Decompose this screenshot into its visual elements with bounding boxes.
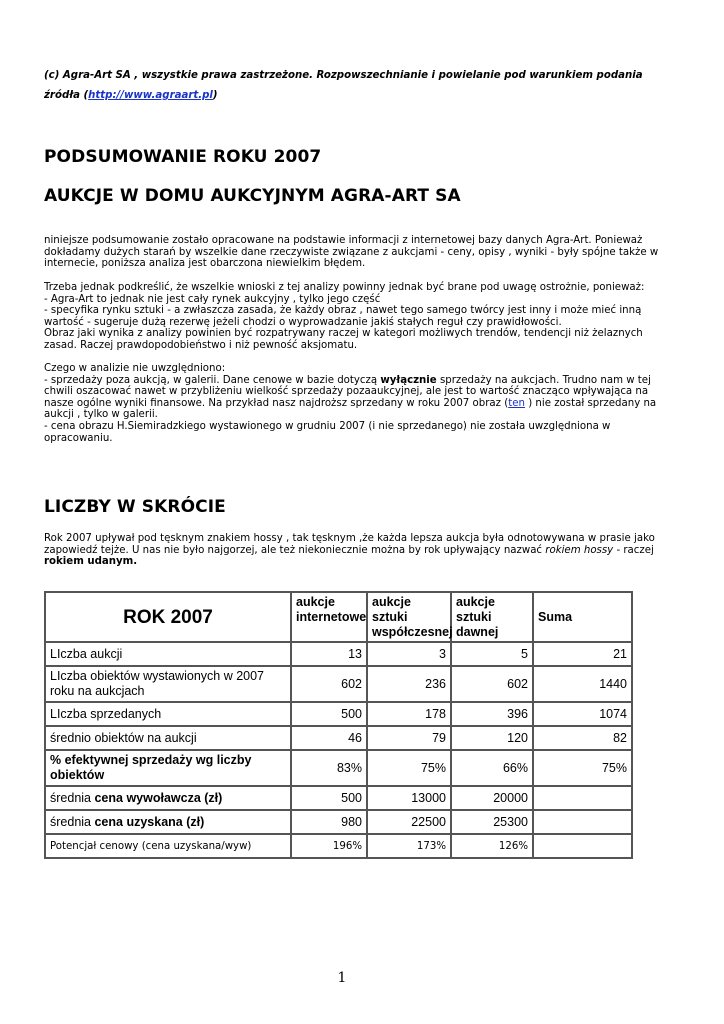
row-label: LIczba aukcji [45,642,291,666]
stats-table [44,591,633,859]
hossa-paragraph [44,533,684,568]
excluded-line-3: chwili oszacować nawet w przybliżeniu wielkość sprzedaży pozaaukcyjnej, ale jest to wartość znacząco wpływająca na [44,386,649,398]
col-old-header: aukcje sztuki dawnej [451,592,533,642]
excluded-line-7: opracowaniu. [44,432,113,444]
cell-old: 25300 [451,810,533,834]
cell-contemporary: 3 [367,642,451,666]
table-row [45,702,632,726]
exclusively-bold: wyłącznie [380,374,437,386]
excluded-line-5: aukcji , tylko w galerii. [44,409,158,421]
page-number: 1 [337,970,347,986]
intro-line-1: niniejsze podsumowanie zostało opracowane na podstawie informacji z internetowej bazy danych Agra-Art. Ponieważ [44,235,643,246]
cell-old: 66% [451,750,533,786]
table-row [45,810,632,834]
table-row [45,642,632,666]
cell-sum: 1440 [533,666,632,702]
cell-contemporary: 236 [367,666,451,702]
cell-contemporary: 173% [367,834,451,858]
cell-internet: 196% [291,834,367,858]
row-label: LIczba obiektów wystawionych w 2007 roku na aukcjach [45,666,291,702]
cell-contemporary: 178 [367,702,451,726]
cell-contemporary: 22500 [367,810,451,834]
excluded-line-1: Czego w analizie nie uwzględniono: [44,363,226,374]
col-sum-header: Suma [533,592,632,642]
hossa-line-1: Rok 2007 upływał pod tęsknym znakiem hossy , tak tęsknym ,że każda lepsza aukcja była odnotowywana w prasie jako [44,533,655,544]
cell-internet: 500 [291,702,367,726]
caution-line-1: Trzeba jednak podkreślić, że wszelkie wnioski z tej analizy powinny jednak być brane pod uwagę ostrożnie, ponieważ: [44,282,645,293]
row-label: średnia cena wywoławcza (zł) [45,786,291,810]
cell-internet: 13 [291,642,367,666]
cell-sum [533,810,632,834]
hossa-italic: rokiem hossy [545,544,614,556]
cell-old: 602 [451,666,533,702]
caution-line-6: zasad. Raczej prawdopodobieństwo i niż pewność aksjomatu. [44,339,358,351]
excluded-line-2: - sprzedaży poza aukcją, w galerii. Dane cenowe w bazie dotyczą wyłącznie sprzedaży na aukcjach. Trudno nam w tej [44,374,651,386]
cell-sum: 1074 [533,702,632,726]
cell-contemporary: 75% [367,750,451,786]
intro-line-2: dokładamy dużych starań by wszelkie dane rzeczywiste związane z aukcjami - ceny, opisy , wyniki - były spójne także w [44,246,659,258]
cell-contemporary: 13000 [367,786,451,810]
excluded-paragraph [44,363,684,444]
col-contemporary-header: aukcje sztuki współczesnej [367,592,451,642]
cell-old: 120 [451,726,533,750]
cell-old: 396 [451,702,533,726]
auctions-heading: AUKCJE W DOMU AUKCYJNYM AGRA-ART SA [44,186,461,206]
copyright-line-2-prefix: źródła ( [44,90,89,101]
row-label: LIczba sprzedanych [45,702,291,726]
copyright-notice [44,66,684,106]
intro-paragraph [44,235,684,270]
row-label: Potencjał cenowy (cena uzyskana/wyw) [45,834,291,858]
cell-internet: 83% [291,750,367,786]
cell-sum [533,834,632,858]
col-internet-header: aukcje internetowe [291,592,367,642]
cell-internet: 602 [291,666,367,702]
excluded-line-6: - cena obrazu H.Siemiradzkiego wystawionego w grudniu 2007 (i nie sprzedanego) nie została uwzględniona w [44,420,611,432]
agraart-link[interactable]: http://www.agraart.pl [88,90,213,101]
cell-sum [533,786,632,810]
copyright-line-2-suffix: ) [212,90,218,101]
caution-line-5: Obraz jaki wynika z analizy powinien być rozpatrywany raczej w kategori możliwych trendów, tendencji niż żelaznych [44,328,643,340]
cell-internet: 500 [291,786,367,810]
table-row [45,726,632,750]
cell-internet: 46 [291,726,367,750]
caution-paragraph [44,282,684,352]
cell-old: 5 [451,642,533,666]
copyright-line-1: (c) Agra-Art SA , wszystkie prawa zastrzeżone. Rozpowszechnianie i powielanie pod warunkiem podania [44,70,643,81]
cell-sum: 21 [533,642,632,666]
table-row [45,666,632,702]
table-header-row [45,592,632,642]
cell-sum: 82 [533,726,632,750]
table-row [45,750,632,786]
cell-internet: 980 [291,810,367,834]
cell-contemporary: 79 [367,726,451,750]
intro-line-3: internecie, poniższa analiza jest obarczona niewielkim błędem. [44,258,366,270]
row-label: średnia cena uzyskana (zł) [45,810,291,834]
numbers-heading: LICZBY W SKRÓCIE [44,497,226,517]
cell-old: 20000 [451,786,533,810]
table-row [45,786,632,810]
summary-heading: PODSUMOWANIE ROKU 2007 [44,147,322,167]
row-label: % efektywnej sprzedaży wg liczby obiektów [45,750,291,786]
hossa-line-3: rokiem udanym. [44,556,138,568]
row-label: średnio obiektów na aukcji [45,726,291,750]
cell-sum: 75% [533,750,632,786]
hossa-line-2: zapowiedź tejże. U nas nie było najgorzej, ale też niekoniecznie można by rok upływający nazwać rokiem hossy - raczej [44,544,654,556]
painting-link[interactable]: ten [508,397,525,409]
table-title: ROK 2007 [45,592,291,642]
excluded-line-4: nasze ogólne wyniki finansowe. Na przykład nasz najdroższ sprzedany w roku 2007 obraz (ten ) nie został sprzedany na [44,397,657,409]
caution-line-4: wartość - sugeruje dużą rezerwę jeżeli chodzi o wyprowadzanie jakiś stałych reguł czy prawidłowości. [44,316,562,328]
cell-old: 126% [451,834,533,858]
table-row [45,834,632,858]
caution-line-2: - Agra-Art to jednak nie jest cały rynek aukcyjny , tylko jego część [44,293,381,305]
caution-line-3: - specyfika rynku sztuki - a zwłaszcza zasada, że każdy obraz , nawet tego samego twórcy jest inny i może mieć inną [44,305,642,317]
